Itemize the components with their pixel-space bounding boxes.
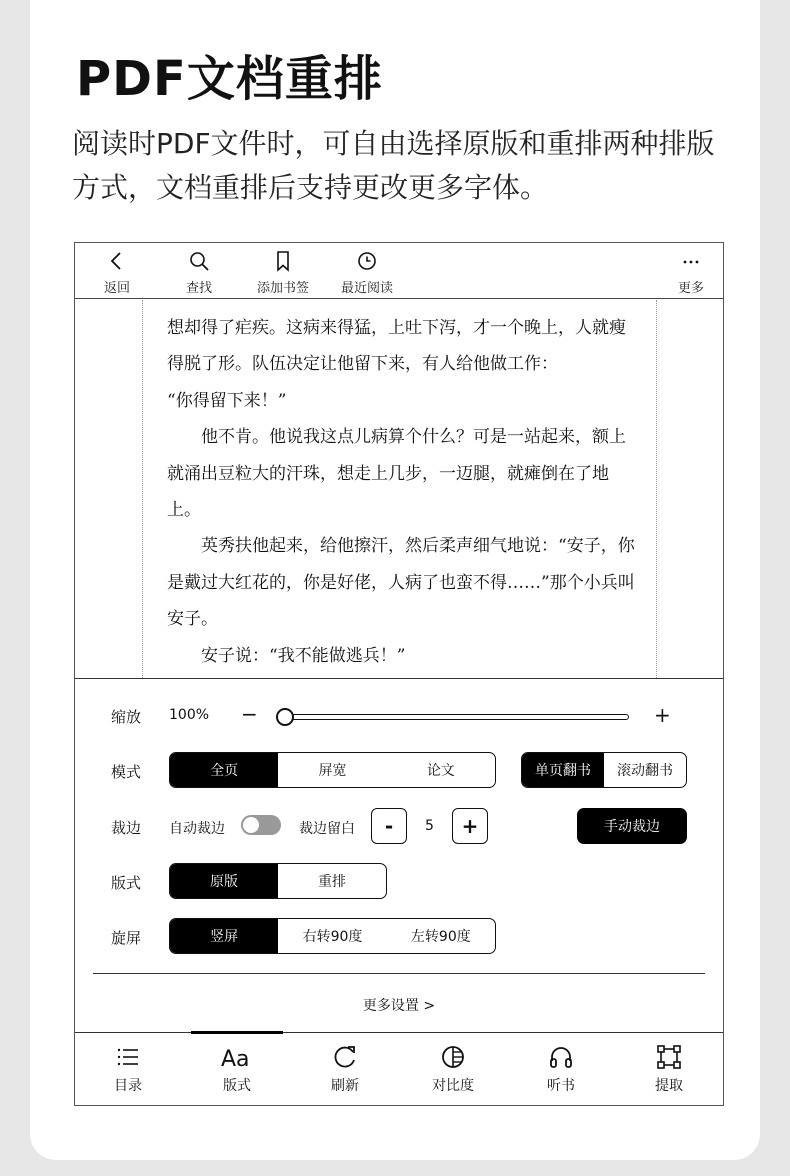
bookmark-label: 添加书签 — [256, 281, 309, 296]
right-margin-guide — [656, 300, 657, 678]
refresh-icon — [331, 1043, 359, 1071]
rotate-option-right-90[interactable]: 右转90度 — [302, 929, 363, 945]
recent-label: 最近阅读 — [340, 281, 393, 296]
extract-label: 提取 — [655, 1078, 683, 1094]
search-label: 查找 — [185, 281, 212, 296]
paragraph: 他不肯。他说我这点儿病算个什么？可是一站起来，额上就涌出豆粒大的汗珠，想走上几步，一迈腿，就瘫倒在了地上。 — [167, 427, 626, 521]
rotate-selector[interactable] — [169, 918, 496, 954]
back-label: 返回 — [103, 281, 130, 296]
crop-margin-decrease-button[interactable]: - — [371, 808, 407, 844]
more-dots-icon — [673, 249, 709, 273]
paragraph: 想却得了疟疾。这病来得猛，上吐下泻，才一个晚上，人就瘦得脱了形。队伍决定让他留下来，有人给他做工作： — [167, 318, 626, 375]
font-format-icon — [220, 1043, 254, 1071]
paragraph: “你得留下来！” — [167, 390, 287, 411]
extract-crop-icon — [655, 1043, 683, 1071]
contrast-icon — [439, 1043, 467, 1071]
crop-margin-value: 5 — [425, 818, 434, 834]
mode-label: 模式 — [111, 763, 142, 781]
refresh-label: 刷新 — [331, 1078, 359, 1094]
settings-panel — [75, 678, 723, 1032]
refresh-button[interactable] — [300, 1043, 390, 1095]
add-bookmark-button[interactable] — [253, 249, 313, 296]
contrast-button[interactable] — [408, 1043, 498, 1095]
rotate-label: 旋屏 — [111, 929, 142, 947]
mode-option-paper[interactable]: 论文 — [426, 763, 455, 779]
clock-icon — [337, 249, 397, 273]
svg-text:Aa: Aa — [221, 1047, 250, 1071]
page-turn-option-scroll[interactable]: 滚动翻书 — [617, 763, 673, 779]
toc-label: 目录 — [114, 1078, 142, 1094]
auto-crop-label: 自动裁边 — [169, 821, 225, 837]
headphones-icon — [547, 1043, 575, 1071]
zoom-slider-track[interactable] — [285, 714, 629, 720]
list-icon — [114, 1043, 142, 1071]
crop-label: 裁边 — [111, 819, 142, 837]
chevron-left-icon — [99, 249, 135, 273]
rotate-option-left-90[interactable]: 左转90度 — [410, 929, 471, 945]
reader-top-bar — [75, 243, 723, 299]
extract-button[interactable] — [624, 1043, 714, 1095]
search-button[interactable] — [181, 249, 217, 296]
listen-label: 听书 — [547, 1078, 575, 1094]
zoom-in-button[interactable]: + — [654, 703, 671, 727]
page-turn-option-single[interactable]: 单页翻书 — [522, 753, 604, 787]
crop-margin-increase-button[interactable]: + — [452, 808, 488, 844]
feature-description: 阅读时PDF文件时，可自由选择原版和重排两种排版方式，文档重排后支持更改更多字体。 — [72, 127, 715, 204]
auto-crop-toggle[interactable] — [241, 815, 281, 835]
left-margin-guide — [142, 300, 143, 678]
toggle-knob — [243, 817, 259, 833]
listen-button[interactable] — [516, 1043, 606, 1095]
zoom-slider-handle[interactable] — [276, 708, 294, 726]
active-tab-indicator — [191, 1031, 283, 1034]
back-button[interactable] — [99, 249, 135, 296]
layout-option-original[interactable]: 原版 — [170, 864, 278, 898]
page-turn-selector[interactable] — [521, 752, 687, 788]
paragraph: 英秀扶他起来，给他擦汗，然后柔声细气地说：“安子，你是戴过大红花的，你是好佬，人病了也蛮不得……”那个小兵叫安子。 — [167, 536, 635, 630]
crop-margin-label: 裁边留白 — [299, 821, 355, 837]
more-button[interactable] — [673, 249, 709, 296]
mode-selector[interactable] — [169, 752, 496, 788]
layout-label: 版式 — [111, 874, 142, 892]
mode-option-full-page[interactable]: 全页 — [170, 753, 278, 787]
page-title: PDF文档重排 — [76, 51, 383, 107]
device-screen — [74, 242, 724, 1106]
rotate-option-portrait[interactable]: 竖屏 — [170, 919, 278, 953]
contrast-label: 对比度 — [432, 1078, 474, 1094]
manual-crop-button[interactable]: 手动裁边 — [577, 808, 687, 844]
panel-divider — [93, 973, 705, 974]
search-icon — [181, 249, 217, 273]
mode-option-screen-width[interactable]: 屏宽 — [318, 763, 347, 779]
book-text — [167, 310, 637, 674]
zoom-label: 缩放 — [111, 708, 142, 726]
reader-bottom-bar — [75, 1032, 723, 1106]
layout-selector[interactable] — [169, 863, 387, 899]
zoom-value: 100% — [169, 707, 210, 723]
paragraph: 安子说：“我不能做逃兵！” — [201, 645, 406, 666]
more-settings-link[interactable]: 更多设置 > — [362, 998, 436, 1014]
layout-option-reflow[interactable]: 重排 — [318, 874, 346, 890]
format-label: 版式 — [223, 1078, 251, 1094]
more-label: 更多 — [677, 281, 704, 296]
zoom-out-button[interactable]: − — [241, 702, 258, 726]
toc-button[interactable] — [83, 1043, 173, 1095]
format-button[interactable] — [192, 1043, 282, 1095]
recent-reading-button[interactable] — [337, 249, 397, 296]
reading-area[interactable] — [75, 300, 723, 678]
bookmark-icon — [253, 249, 313, 273]
